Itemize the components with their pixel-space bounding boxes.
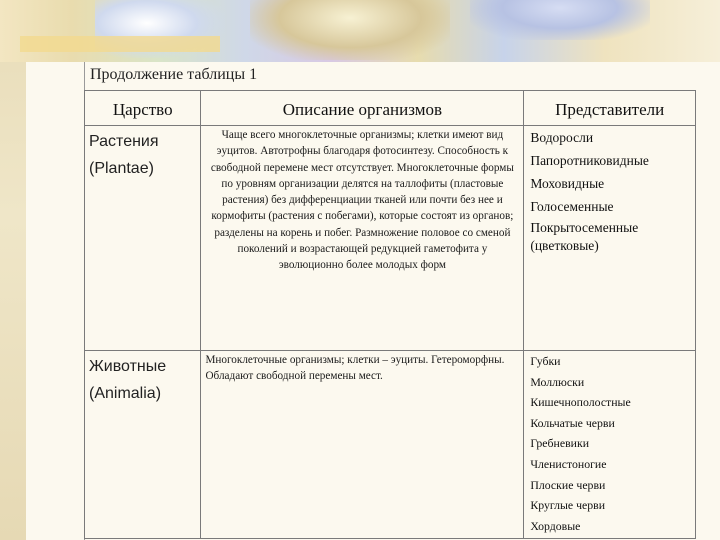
representative-item: Голосеменные [530, 199, 614, 214]
representative-item: Папоротниковидные [530, 153, 649, 168]
header-representatives: Представители [524, 91, 696, 126]
kingdom-latin-name: (Plantae) [89, 160, 154, 177]
representatives-cell [524, 351, 696, 539]
representative-item: Круглые черви [530, 498, 606, 513]
representative-item: Моховидные [530, 176, 605, 191]
color-strip-decoration [20, 36, 220, 52]
description-cell: Чаще всего многоклеточные организмы; клетки имеют вид эуцитов. Автотрофны благодаря фотосинтезу. Способность к свободной перемене мест отсутствует. Многоклеточные формы по уровням организации делятся на таллофиты (пластовые растения) без дифференциации тканей или почти без нее и кормофиты (растения с побегами), которые состоят из органов; разделены на корень и побег. Размножение половое со сменой поколений и возрастающей редукцией гаметофита у эволюционно более молодых форм [201, 126, 524, 351]
flower-decoration [250, 0, 450, 60]
representative-item: (цветковые) [530, 238, 599, 253]
background-decoration-left [0, 0, 26, 540]
representatives-cell [524, 126, 696, 351]
background-decoration-top [0, 0, 720, 62]
representative-item: Кольчатые черви [530, 415, 615, 430]
table-row [85, 351, 696, 539]
table-row [85, 126, 696, 351]
representative-item: Губки [530, 354, 561, 368]
header-kingdom: Царство [85, 91, 201, 126]
representative-item: Членистоногие [530, 456, 607, 471]
header-description: Описание организмов [201, 91, 524, 126]
kingdom-latin-name: (Animalia) [89, 385, 162, 402]
description-cell: Многоклеточные организмы; клетки – эуциты. Гетероморфны. Обладают свободной перемены мест. [201, 351, 524, 539]
representative-item: Моллюски [530, 374, 585, 389]
kingdom-cell [85, 351, 201, 539]
representative-item: Гребневики [530, 436, 590, 451]
kingdom-name: Животные [89, 358, 167, 375]
table-header-row [85, 91, 696, 126]
representative-item: Хордовые [530, 518, 581, 533]
representative-item: Покрытосеменные [530, 220, 639, 235]
representative-item: Водоросли [530, 130, 594, 145]
kingdoms-table [84, 90, 696, 539]
representative-item: Плоские черви [530, 477, 606, 492]
representative-item: Кишечнополостные [530, 395, 631, 410]
kingdom-cell [85, 126, 201, 351]
table-caption: Продолжение таблицы 1 [90, 66, 258, 83]
flower-decoration [470, 0, 650, 40]
kingdom-name: Растения [89, 133, 159, 150]
